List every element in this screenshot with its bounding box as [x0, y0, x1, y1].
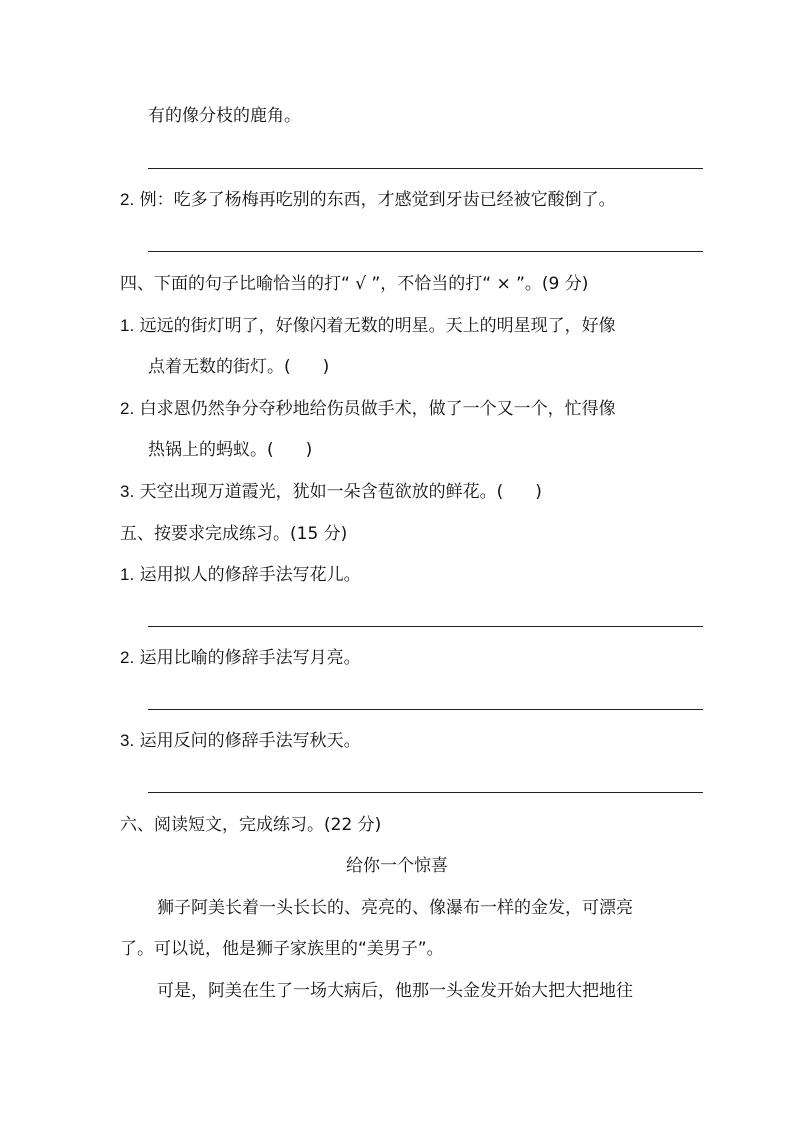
- s4-item-1-line-1: 1. 远远的街灯明了，好像闪着无数的明星。天上的明星现了，好像: [120, 316, 616, 336]
- section-5-title: 五、按要求完成练习。(15 分): [120, 524, 348, 544]
- story-paragraph-1-line-2: 了。可以说，他是狮子家族里的“美男子”。: [120, 939, 444, 959]
- answer-line[interactable]: [148, 709, 703, 710]
- s5-item-1: 1. 运用拟人的修辞手法写花儿。: [120, 565, 361, 585]
- s4-item-1-line-2: 点着无数的街灯。( ): [148, 357, 330, 377]
- answer-line[interactable]: [148, 251, 703, 252]
- q3-item-2: 2. 例：吃多了杨梅再吃别的东西，才感觉到牙齿已经被它酸倒了。: [120, 190, 616, 210]
- answer-line[interactable]: [148, 626, 703, 627]
- s5-item-2: 2. 运用比喻的修辞手法写月亮。: [120, 648, 361, 668]
- s4-item-2-line-2: 热锅上的蚂蚁。( ): [148, 440, 313, 460]
- s4-item-2-line-1: 2. 白求恩仍然争分夺秒地给伤员做手术，做了一个又一个，忙得像: [120, 399, 616, 419]
- section-6-title: 六、阅读短文，完成练习。(22 分): [120, 815, 382, 835]
- story-title: 给你一个惊喜: [346, 856, 448, 876]
- s5-item-3: 3. 运用反问的修辞手法写秋天。: [120, 731, 361, 751]
- answer-line[interactable]: [148, 168, 703, 169]
- story-paragraph-2-line-1: 可是，阿美在生了一场大病后，他那一头金发开始大把大把地往: [157, 981, 633, 1001]
- s4-item-3: 3. 天空出现万道霞光，犹如一朵含苞欲放的鲜花。( ): [120, 482, 542, 502]
- story-paragraph-1-line-1: 狮子阿美长着一头长长的、亮亮的、像瀑布一样的金发，可漂亮: [157, 898, 633, 918]
- section-4-title: 四、下面的句子比喻恰当的打“ √ ”，不恰当的打“ × ”。(9 分): [120, 274, 589, 294]
- previous-item-tail: 有的像分枝的鹿角。: [148, 106, 301, 126]
- answer-line[interactable]: [148, 792, 703, 793]
